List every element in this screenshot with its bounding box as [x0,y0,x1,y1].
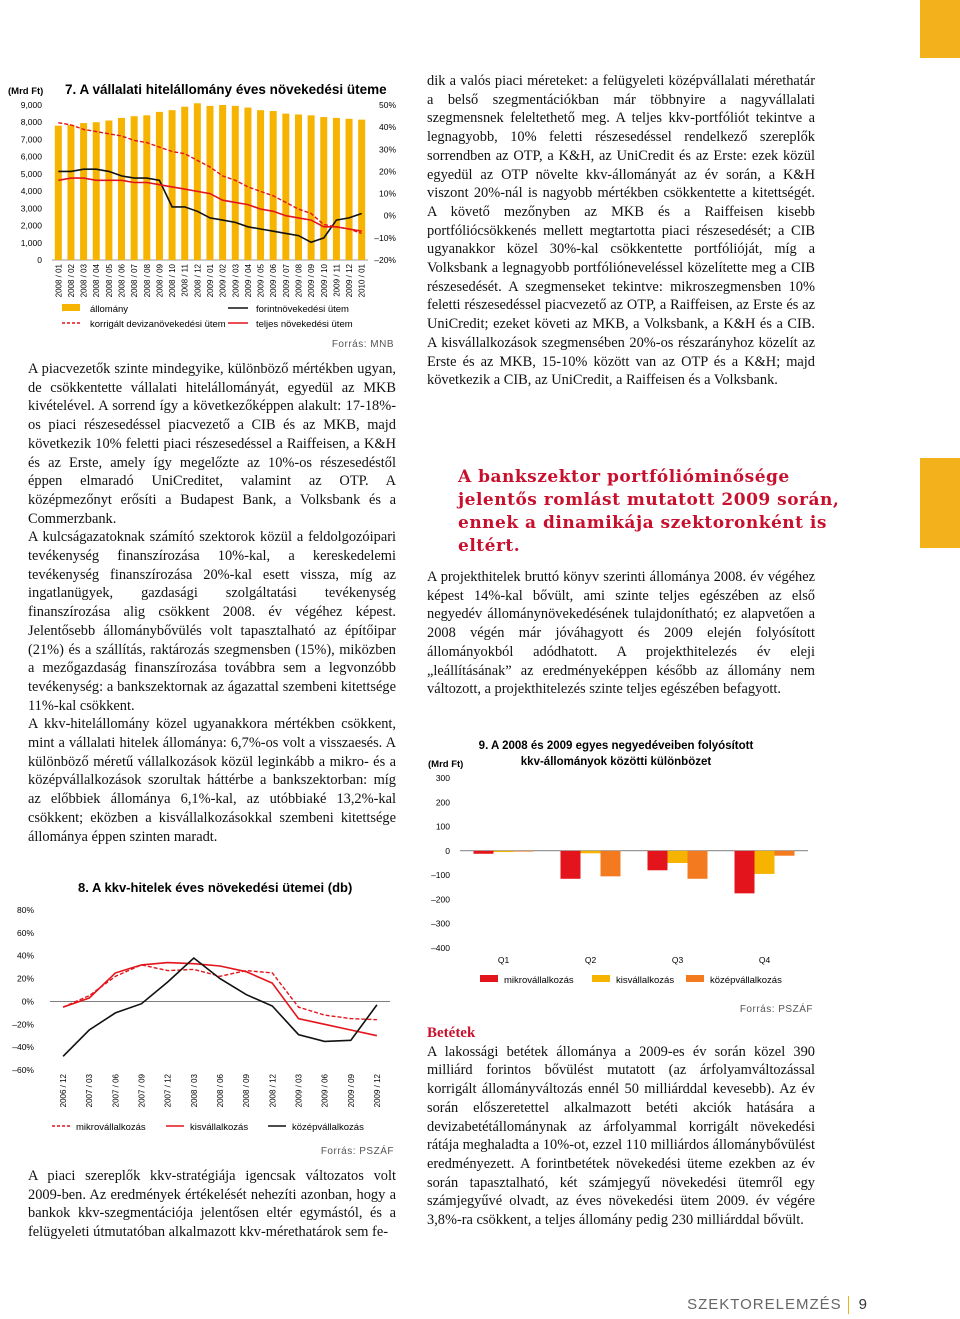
legend-label-deviza: korrigált devizanövekedési ütem [90,319,226,330]
left-paragraph-1: A piacvezetők szinte mindegyike, különböző mértékben ugyan, de csökkentette vállalati hitelállományát, egyedül az MKB kivételével. A sorrend így a következőképpen alakult: 17-18%-os piaci részesedéssel piacvezető a CIB és az MKB, majd következik 10% feletti piaci részesedéssel a Raiffeisen, a K&H és az Erste, amely így megelőzte az 10%-os részesedéstől éppen elmaradó UniCreditet, valamint az OTP. A középmezőnyt erősíti a Budapest Bank, a Volksbank és a Commerzbank. [28,361,396,527]
c9-bar [735,851,755,894]
left-paragraph-4: A piaci szereplők kkv-stratégiája igencsak változatos volt 2009-ben. Az eredmények értékelését nehezíti azonban, hogy a bankok kkv-szegmentációja jelentősen eltér egymástól, és a felügyeleti útmutatóban alkalmazott kkv-mérethatárok sem fe- [28,1168,396,1241]
chart-7-title: 7. A vállalati hitelállomány éves növekedési üteme [65,82,387,97]
legend-label-allomany: állomány [90,304,129,315]
c9-bar [668,851,688,863]
left-column-bottom [28,1167,396,1242]
legend-label-micro-8: mikrovállalkozás [76,1122,146,1133]
legend-label-small-9: kisvállalkozás [616,975,675,986]
c7-x-label: 2008 / 03 [79,264,89,298]
chart-8-source: Forrás: PSZÁF [320,1146,394,1157]
c9-x-label: Q4 [758,955,771,965]
c7-x-label: 2008 / 04 [92,264,102,298]
c8-y-tick: –40% [12,1042,34,1053]
c8-y-tick: –60% [12,1065,34,1075]
c7-x-label: 2009 / 05 [256,264,266,298]
c8-x-label: 2009 / 09 [346,1074,356,1108]
c8-line-1 [63,963,377,1036]
right-paragraph-2: A projekthitelek bruttó könyv szerinti állománya 2008. év végéhez képest 14%-kal bővült, ami szinte teljes egészében az első negyedév állománynövekedésének tulajdonítható; ez alapvetően a 2008 végén már jóváhagyott és 2009 elején folyósított állományokból adódhatott. A projekthitelezés év eleji „leállításának” az eredményeképpen később az állomány nem változott, a projekthitelezés szinte teljes egészében befagyott. [427,569,815,698]
c9-bar [755,851,775,874]
c7-bar [118,118,125,260]
c9-y-tick: –100 [431,870,450,881]
c8-x-label: 2008 / 09 [242,1074,252,1108]
c7-bar [358,120,365,260]
c7-bar [194,103,201,260]
c8-x-label: 2007 / 03 [85,1074,95,1108]
c7-x-label: 2009 / 08 [294,264,304,298]
c9-x-label: Q1 [497,955,510,965]
c7-right-tick: 40% [378,122,396,133]
c7-x-label: 2009 / 02 [218,264,228,298]
right-column-bottom [427,1024,815,1230]
c7-bar [131,116,138,260]
c7-right-tick: 10% [378,188,396,199]
c7-x-label: 2008 / 08 [142,264,152,298]
c7-bar [169,110,176,260]
c7-bar [55,126,62,260]
c7-x-label: 2008 / 07 [130,264,140,298]
c7-x-label: 2009 / 07 [281,264,291,298]
chart-9 [420,730,820,1020]
chart-7 [0,60,410,355]
c7-x-label: 2009 / 09 [307,264,317,298]
c7-x-label: 2008 / 01 [54,264,64,298]
c9-x-label: Q2 [584,955,597,965]
c8-x-label: 2008 / 12 [268,1074,278,1108]
legend-label-medium-9: középvállalkozás [710,975,782,986]
legend-swatch-medium-9 [686,975,704,982]
c7-bar [257,110,264,260]
c7-x-label: 2008 / 11 [180,264,190,297]
c9-bar [474,851,494,854]
c7-right-tick: 50% [378,100,396,110]
betetek-heading: Betétek [427,1025,476,1041]
right-column-top [427,72,815,390]
footer-divider [848,1296,849,1314]
c7-right-tick: 20% [378,166,396,177]
c7-x-label: 2008 / 12 [193,264,203,298]
chart-9-source: Forrás: PSZÁF [739,1004,813,1015]
c7-bar [219,105,226,260]
c7-bar [270,111,277,260]
c9-x-label: Q3 [671,955,684,965]
c8-y-tick: 20% [16,973,34,984]
c8-y-tick: –20% [12,1019,34,1030]
c8-y-tick: 40% [16,950,34,961]
c7-left-tick: 0 [37,255,42,265]
c7-right-tick: 0% [383,210,396,221]
c7-left-tick: 6,000 [20,151,42,162]
c7-right-tick: 30% [378,144,396,155]
c9-y-tick: 0 [445,845,450,856]
chart-7-source: Forrás: MNB [331,339,394,350]
legend-label-micro-9: mikrovállalkozás [504,975,574,986]
chart-7-unit: (Mrd Ft) [8,86,44,97]
legend-label-teljes: teljes növekedési ütem [256,319,353,330]
c8-y-tick: 60% [16,927,34,938]
left-column [28,360,396,846]
c7-bar [80,123,87,260]
c7-bar [346,119,353,260]
legend-swatch-allomany [62,304,80,311]
c7-x-label: 2009 / 04 [243,264,253,298]
chart-8 [0,870,410,1160]
c7-x-label: 2009 / 11 [332,264,342,297]
c7-bar [93,122,100,260]
legend-label-small-8: kisvállalkozás [190,1122,249,1133]
c9-bar [561,851,581,879]
chart-9-title-1: 9. A 2008 és 2009 egyes negyedéveiben folyósított [478,740,754,752]
c7-x-label: 2008 / 02 [66,264,76,298]
chart-9-title-2: kkv-állományok közötti különbözet [520,756,712,768]
c9-y-tick: –300 [431,918,450,929]
footer-section: SZEKTORELEMZÉS [687,1296,842,1313]
chart-8-title: 8. A kkv-hitelek éves növekedési ütemei (db) [78,880,353,895]
c8-line-0 [63,965,377,1020]
c7-x-label: 2009 / 12 [345,264,355,298]
c7-bar [308,115,315,260]
legend-swatch-small-9 [592,975,610,982]
chart-9-unit: (Mrd Ft) [428,759,464,770]
c8-x-label: 2008 / 03 [189,1074,199,1108]
c7-x-label: 2008 / 10 [168,264,178,298]
right-paragraph-3: A lakossági betétek állománya a 2009-es év során közel 390 milliárd forintos bővülést mutatott (az árfolyamváltozással korrigált állományváltozás ennél 50 milliárddal kevesebb). Az év során előszeretettel alkalmazott betéti akciók hatására a devizabetétállománynak az árfolyammal korrigált növekedési rátája meghaladta a 10%-ot, ezzel 110 milliárdos állománybővülést eredményezett. A forintbetétek növekedési üteme ezekben az év során tapasztalható, két számjegyű növekedési ütemről egy számjegyűvé olvadt, az éves növekedési ütem 2009. év végére 3,8%-ra csökkent, a teljes állomány pedig 230 milliárddal bővült. [427,1043,815,1229]
c8-line-2 [63,958,377,1056]
c7-left-tick: 5,000 [20,168,42,179]
c7-x-label: 2008 / 09 [155,264,165,298]
c8-x-label: 2009 / 03 [294,1074,304,1108]
right-column-mid [427,568,815,699]
right-paragraph-1: dik a valós piaci méreteket: a felügyeleti középvállalati mérethatár a belső szegmentációkban már többnyire a nagyvállalati szegmensnek feleltethető meg. A teljes kkv-portfóliót tekintve a legnagyobb, 10% feletti részesedéssel rendelkező szereplők sorrendben az OTP, a K&H, az UniCredit és az Erste: ezek közül egyedül az OTP növelte kkv-állományát az év során, a K&H viszont 20%-nál is nagyobb mértékben csökkentette a kitettségét. A követő mezőnyben az MKB és a Raiffeisen kisebb portfóliócsökkenés mellett megtartotta piaci részesedését; a CIB ugyanakkor közel 30%-kal csökkentette portfólióját, míg a Volksbank a legnagyobb portfólióneveléssel közelítette meg a CIB részesedését. A szegmenseket tekintve: mikroszegmensben 10% feletti részesedéssel piacvezető az OTP, a Raiffeisen, az Erste és az UniCredit; ezeket követi az MKB, a Volksbank, a K&H és a CIB. A kisvállalkozások szegmensében 20%-os részarányhoz közelít az Erste és az MKB, 15-10% között van az OTP és a K&H; majd következik a CIB, az UniCredit, a Raiffeisen és a Volksbank. [427,73,815,389]
c7-x-label: 2008 / 05 [104,264,114,298]
c7-left-tick: 4,000 [20,186,42,197]
c8-x-label: 2007 / 06 [111,1074,121,1108]
c7-right-tick: –20% [374,255,396,265]
c9-bar [648,851,668,870]
page-number: 9 [858,1296,868,1313]
c7-bar [282,114,289,260]
c7-left-tick: 1,000 [20,237,42,248]
c7-left-tick: 8,000 [20,117,42,128]
callout-quote: A bankszektor portfólióminősége jelentős romlást mutatott 2009 során, ennek a dinamikája szektoronként is eltért. [458,467,840,556]
c7-x-label: 2009 / 10 [319,264,329,298]
c9-bar [494,851,514,852]
c9-bar [775,851,795,856]
legend-label-forint: forintnövekedési ütem [256,304,349,315]
c7-left-tick: 2,000 [20,220,42,231]
c7-left-tick: 7,000 [20,134,42,145]
c8-x-label: 2008 / 06 [216,1074,225,1108]
c7-x-label: 2009 / 03 [231,264,241,298]
c8-y-tick: 0% [21,996,34,1007]
c8-x-label: 2009 / 06 [320,1074,330,1108]
c9-y-tick: –200 [431,894,450,905]
c7-bar [181,107,188,260]
c7-bar [232,106,239,260]
c9-bar [581,851,601,853]
c7-bar [333,118,340,260]
c7-x-label: 2009 / 06 [269,264,279,298]
c9-bar [688,851,708,879]
c9-y-tick: –400 [431,943,450,953]
legend-swatch-micro-9 [480,975,498,982]
c7-left-tick: 9,000 [20,100,42,110]
c9-y-tick: 300 [435,773,450,783]
legend-label-medium-8: középvállalkozás [292,1122,364,1133]
c9-y-tick: 100 [435,821,450,832]
c7-x-label: 2009 / 01 [206,264,215,298]
c8-x-label: 2009 / 12 [372,1074,382,1108]
c7-left-tick: 3,000 [20,203,42,214]
c7-bar [143,115,150,260]
side-tab-top [920,0,960,58]
c7-x-label: 2008 / 06 [117,264,127,298]
c8-x-label: 2007 / 12 [163,1074,173,1108]
left-paragraph-3: A kkv-hitelállomány közel ugyanakkora mértékben csökkent, mint a vállalati hitelek állománya: 6,7%-os volt a visszaesés. A különböző méretű vállalkozások közül leginkább a mikro- és a középvállalkozások szorultak háttérbe a bankszektorban: míg az előbbiek állománya 6,1%-kal, az utóbbiaké 13,2%-kal csökkent; eközben a kisvállalkozásokkal szembeni kitettsége állománya éppen szinten maradt. [28,716,396,845]
c7-bar [67,125,74,260]
side-tab-mid [920,458,960,548]
page-footer [687,1296,868,1314]
c7-right-tick: –10% [374,232,396,243]
c8-y-tick: 80% [16,905,34,915]
c9-bar [514,851,534,852]
left-paragraph-2: A kulcságazatoknak számító szektorok közül a feldolgozóipari tevékenység finanszírozása 10%-kal, a kereskedelemi tevékenység finanszírozása 20%-kal esett vissza, míg az ingatlanügyek, gazdasági szolgáltatási tevékenység finanszírozása alig csökkent 2008. év végéhez képest. Jelentősebb állománybővülés volt tapasztalható az építőipar (21%) és a szállítás, raktározás szegmensben (15%), miközben a mezőgazdaság finanszírozása továbbra sem a legvonzóbb tevékenység: a bankszektornak az ágazattal szembeni kitettsége 11%-kal csökkent. [28,529,396,714]
c8-x-label: 2006 / 12 [59,1074,69,1108]
c9-bar [601,851,621,877]
c7-bar [244,108,251,260]
c7-x-label: 2010 / 01 [357,264,367,298]
c7-bar [295,114,302,260]
c8-x-label: 2007 / 09 [137,1074,147,1108]
c7-bar [207,106,214,260]
c7-bar [105,121,112,261]
c9-y-tick: 200 [435,797,450,808]
